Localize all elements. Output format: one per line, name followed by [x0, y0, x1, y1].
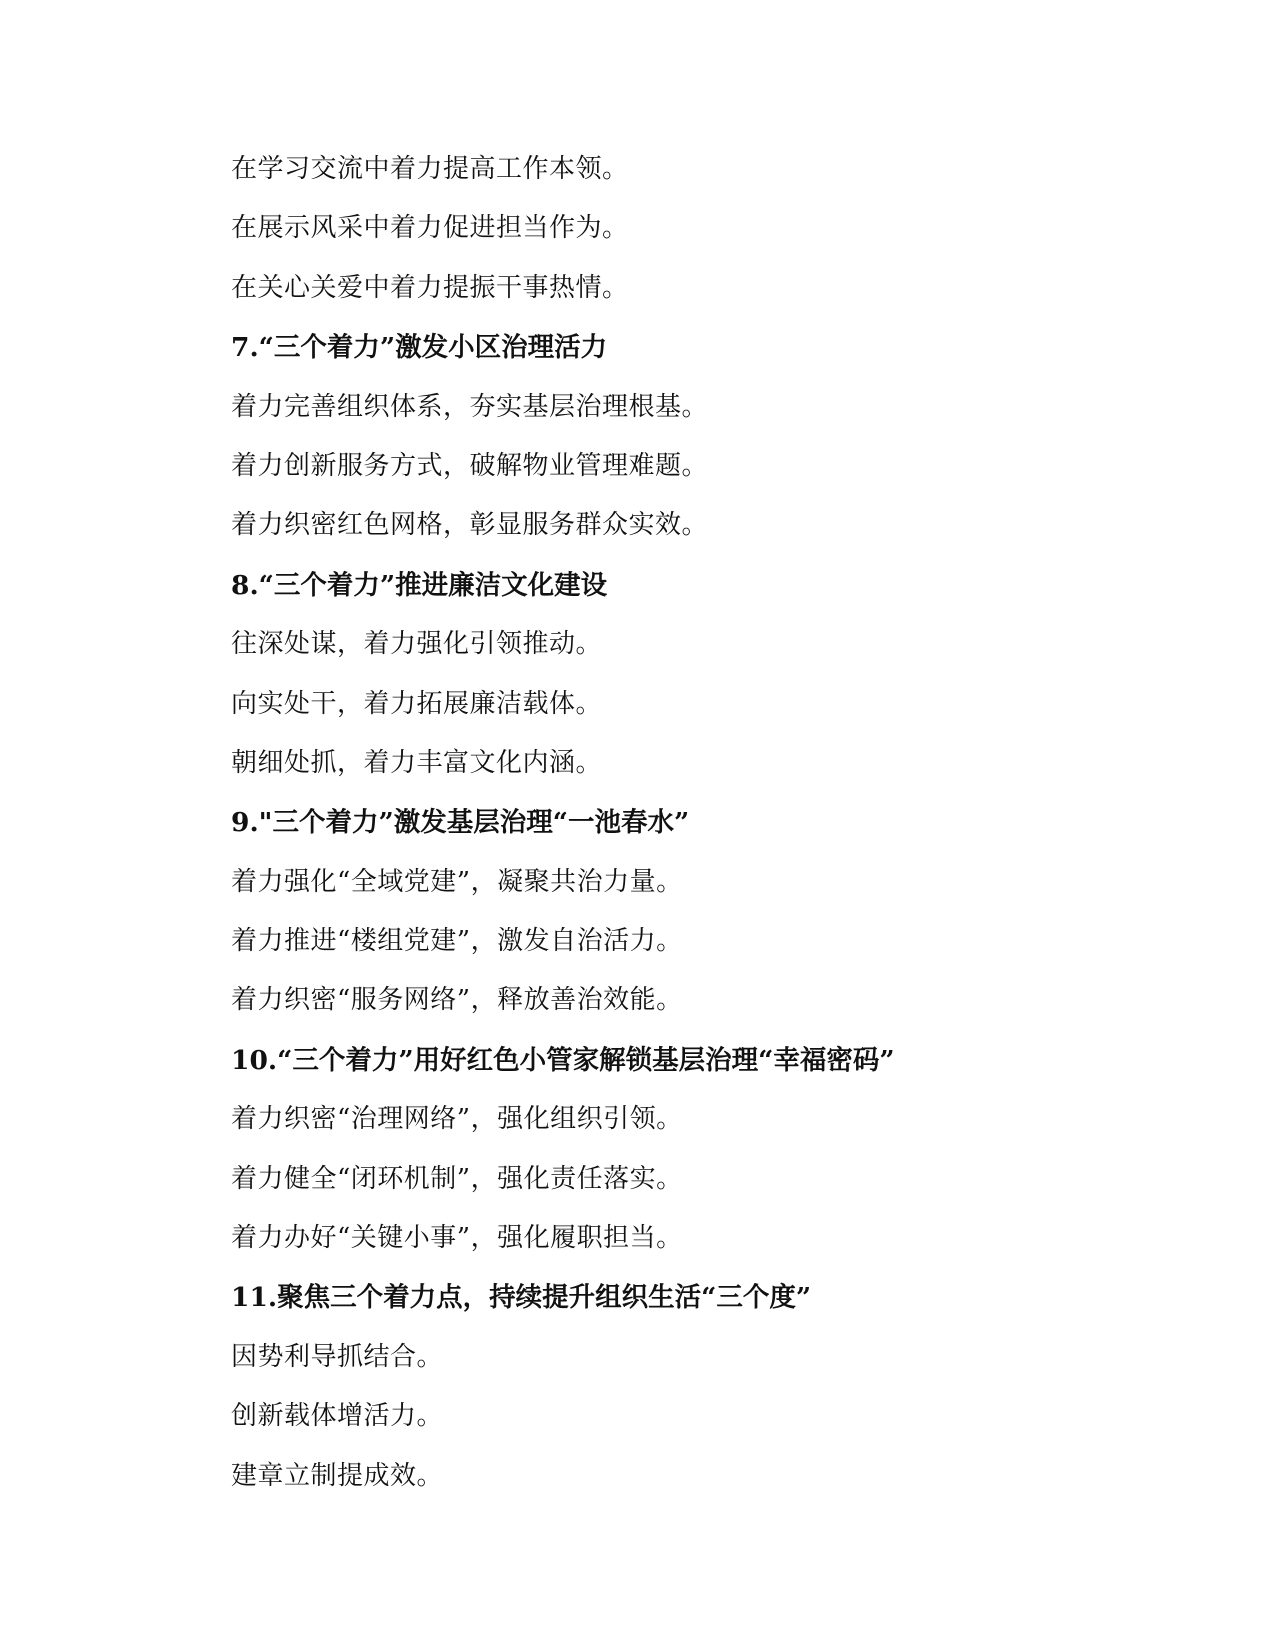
paragraph: 着力强化“全域党建”，凝聚共治力量。	[231, 866, 683, 897]
paragraph: 在学习交流中着力提高工作本领。	[231, 154, 629, 184]
paragraph: 着力完善组织体系，夯实基层治理根基。	[231, 391, 709, 422]
section-heading: 7.“三个着力”激发小区治理活力	[231, 332, 608, 364]
paragraph: 向实处干，着力拓展廉洁载体。	[231, 688, 603, 719]
paragraph: 往深处谋，着力强化引领推动。	[231, 629, 603, 660]
paragraph: 朝细处抓，着力丰富文化内涵。	[231, 747, 603, 778]
paragraph: 着力健全“闭环机制”，强化责任落实。	[231, 1163, 683, 1194]
paragraph: 在展示风采中着力促进担当作为。	[231, 213, 629, 244]
paragraph: 着力织密红色网格，彰显服务群众实效。	[231, 510, 709, 541]
paragraph: 着力办好“关键小事”，强化履职担当。	[231, 1223, 683, 1254]
paragraph: 着力创新服务方式，破解物业管理难题。	[231, 450, 709, 481]
document-body	[231, 140, 1051, 1506]
section-heading: 11.聚焦三个着力点，持续提升组织生活“三个度”	[231, 1282, 812, 1314]
paragraph: 着力织密“服务网络”，释放善治效能。	[231, 985, 683, 1016]
paragraph: 建章立制提成效。	[231, 1460, 444, 1491]
paragraph: 着力推进“楼组党建”，激发自治活力。	[231, 926, 683, 957]
section-heading: 10.“三个着力”用好红色小管家解锁基层治理“幸福密码”	[231, 1044, 895, 1076]
paragraph: 在关心关爱中着力提振干事热情。	[231, 272, 629, 303]
paragraph: 着力织密“治理网络”，强化组织引领。	[231, 1104, 683, 1135]
section-heading: 9."三个着力”激发基层治理“一池春水”	[231, 807, 690, 839]
paragraph: 创新载体增活力。	[231, 1401, 444, 1432]
paragraph: 因势利导抓结合。	[231, 1341, 444, 1372]
section-heading: 8.“三个着力”推进廉洁文化建设	[231, 569, 608, 601]
